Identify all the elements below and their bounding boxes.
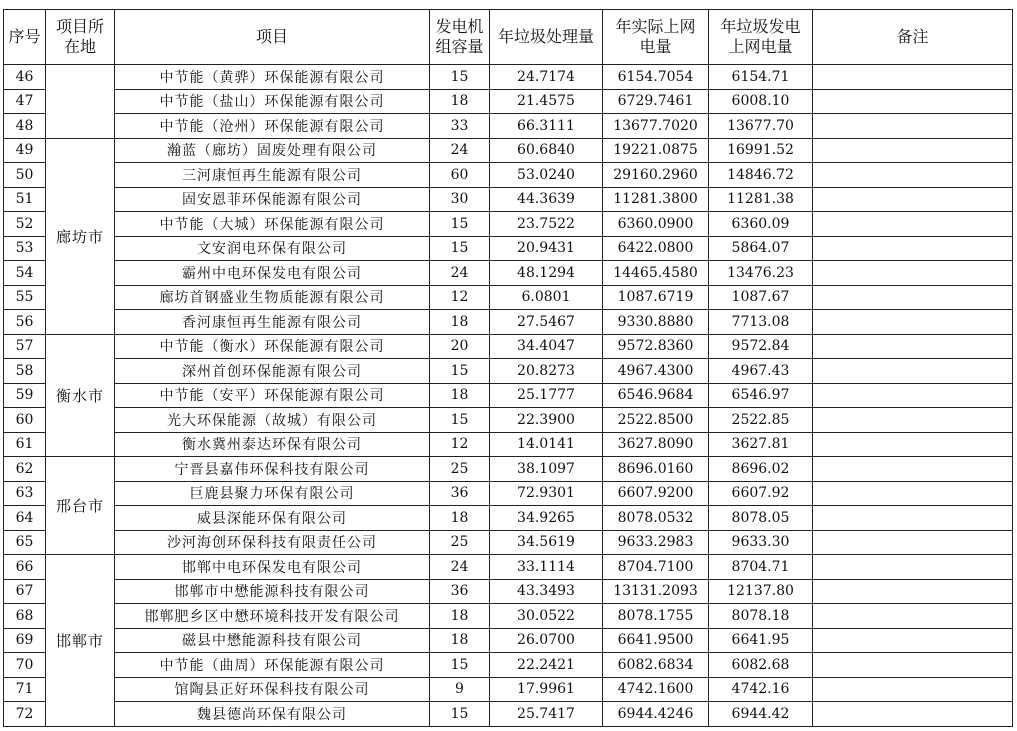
cell-actual-power: 13677.7020	[603, 114, 709, 139]
cell-garbage: 22.3900	[490, 408, 603, 433]
cell-garbage-power: 2522.85	[709, 408, 813, 433]
cell-capacity: 25	[430, 530, 490, 555]
cell-garbage-power: 16991.52	[709, 138, 813, 163]
table-row	[4, 163, 1013, 188]
cell-project-name: 巨鹿县聚力环保有限公司	[115, 481, 430, 506]
table-row	[4, 653, 1013, 678]
cell-capacity: 18	[430, 628, 490, 653]
cell-capacity: 18	[430, 310, 490, 335]
cell-seq: 70	[4, 653, 46, 678]
table-row	[4, 359, 1013, 384]
cell-actual-power: 19221.0875	[603, 138, 709, 163]
cell-garbage: 22.2421	[490, 653, 603, 678]
cell-seq: 71	[4, 677, 46, 702]
cell-garbage: 24.7174	[490, 65, 603, 90]
cell-garbage: 33.1114	[490, 555, 603, 580]
table-row	[4, 138, 1013, 163]
table-row	[4, 114, 1013, 139]
cell-project-name: 馆陶县正好环保科技有限公司	[115, 677, 430, 702]
cell-remarks	[813, 579, 1013, 604]
cell-seq: 69	[4, 628, 46, 653]
table-row	[4, 677, 1013, 702]
cell-garbage-power: 6607.92	[709, 481, 813, 506]
cell-project-name: 文安润电环保有限公司	[115, 236, 430, 261]
cell-project-name: 固安恩菲环保能源有限公司	[115, 187, 430, 212]
cell-remarks	[813, 408, 1013, 433]
cell-actual-power: 6607.9200	[603, 481, 709, 506]
cell-remarks	[813, 163, 1013, 188]
cell-garbage-power: 8696.02	[709, 457, 813, 482]
cell-seq: 60	[4, 408, 46, 433]
cell-seq: 52	[4, 212, 46, 237]
cell-remarks	[813, 702, 1013, 727]
cell-actual-power: 9572.8360	[603, 334, 709, 359]
cell-seq: 66	[4, 555, 46, 580]
cell-capacity: 60	[430, 163, 490, 188]
cell-project-name: 磁县中懋能源科技有限公司	[115, 628, 430, 653]
cell-garbage: 43.3493	[490, 579, 603, 604]
cell-project-name: 宁晋县嘉伟环保科技有限公司	[115, 457, 430, 482]
cell-seq: 47	[4, 89, 46, 114]
cell-garbage-power: 4742.16	[709, 677, 813, 702]
cell-capacity: 15	[430, 653, 490, 678]
header-garbage: 年垃圾处理量	[490, 10, 603, 65]
cell-garbage-power: 8078.18	[709, 604, 813, 629]
cell-project-name: 沙河海创环保科技有限责任公司	[115, 530, 430, 555]
cell-project-name: 廊坊首钢盛业生物质能源有限公司	[115, 285, 430, 310]
cell-capacity: 15	[430, 65, 490, 90]
cell-seq: 59	[4, 383, 46, 408]
cell-actual-power: 6729.7461	[603, 89, 709, 114]
cell-seq: 50	[4, 163, 46, 188]
cell-capacity: 12	[430, 432, 490, 457]
cell-project-name: 中节能（盐山）环保能源有限公司	[115, 89, 430, 114]
cell-garbage-power: 6082.68	[709, 653, 813, 678]
cell-garbage: 34.4047	[490, 334, 603, 359]
table-row	[4, 65, 1013, 90]
cell-seq: 64	[4, 506, 46, 531]
cell-garbage-power: 6546.97	[709, 383, 813, 408]
cell-actual-power: 8704.7100	[603, 555, 709, 580]
cell-project-name: 中节能（黄骅）环保能源有限公司	[115, 65, 430, 90]
cell-actual-power: 8078.0532	[603, 506, 709, 531]
cell-actual-power: 13131.2093	[603, 579, 709, 604]
cell-garbage: 25.1777	[490, 383, 603, 408]
cell-actual-power: 6944.4246	[603, 702, 709, 727]
cell-remarks	[813, 138, 1013, 163]
cell-actual-power: 8696.0160	[603, 457, 709, 482]
cell-seq: 65	[4, 530, 46, 555]
cell-project-name: 魏县德尚环保有限公司	[115, 702, 430, 727]
header-project: 项目	[115, 10, 430, 65]
table-row	[4, 604, 1013, 629]
cell-garbage-power: 6008.10	[709, 89, 813, 114]
cell-project-name: 深州首创环保能源有限公司	[115, 359, 430, 384]
cell-project-name: 香河康恒再生能源有限公司	[115, 310, 430, 335]
cell-actual-power: 8078.1755	[603, 604, 709, 629]
header-remarks: 备注	[813, 10, 1013, 65]
cell-seq: 72	[4, 702, 46, 727]
cell-seq: 48	[4, 114, 46, 139]
cell-location: 廊坊市	[46, 138, 115, 334]
cell-project-name: 中节能（安平）环保能源有限公司	[115, 383, 430, 408]
cell-remarks	[813, 506, 1013, 531]
cell-garbage: 53.0240	[490, 163, 603, 188]
cell-capacity: 15	[430, 408, 490, 433]
cell-remarks	[813, 604, 1013, 629]
cell-capacity: 36	[430, 481, 490, 506]
cell-capacity: 18	[430, 506, 490, 531]
cell-actual-power: 9633.2983	[603, 530, 709, 555]
cell-garbage: 14.0141	[490, 432, 603, 457]
cell-garbage: 66.3111	[490, 114, 603, 139]
cell-location: 邯郸市	[46, 555, 115, 727]
cell-remarks	[813, 236, 1013, 261]
cell-garbage: 21.4575	[490, 89, 603, 114]
cell-garbage: 38.1097	[490, 457, 603, 482]
table-row	[4, 236, 1013, 261]
cell-garbage-power: 12137.80	[709, 579, 813, 604]
cell-garbage-power: 6641.95	[709, 628, 813, 653]
header-location: 项目所 在地	[46, 10, 115, 65]
cell-seq: 57	[4, 334, 46, 359]
table-row	[4, 457, 1013, 482]
cell-remarks	[813, 89, 1013, 114]
cell-garbage: 23.7522	[490, 212, 603, 237]
cell-garbage: 20.8273	[490, 359, 603, 384]
header-seq: 序号	[4, 10, 46, 65]
cell-actual-power: 1087.6719	[603, 285, 709, 310]
header-actual-power: 年实际上网 电量	[603, 10, 709, 65]
table-row	[4, 628, 1013, 653]
cell-garbage-power: 6154.71	[709, 65, 813, 90]
cell-actual-power: 6546.9684	[603, 383, 709, 408]
cell-remarks	[813, 212, 1013, 237]
cell-project-name: 中节能（大城）环保能源有限公司	[115, 212, 430, 237]
table-row	[4, 432, 1013, 457]
cell-remarks	[813, 555, 1013, 580]
cell-actual-power: 2522.8500	[603, 408, 709, 433]
cell-actual-power: 6082.6834	[603, 653, 709, 678]
cell-garbage-power: 6360.09	[709, 212, 813, 237]
cell-remarks	[813, 628, 1013, 653]
table-row	[4, 187, 1013, 212]
cell-capacity: 12	[430, 285, 490, 310]
cell-garbage: 17.9961	[490, 677, 603, 702]
cell-capacity: 18	[430, 604, 490, 629]
cell-remarks	[813, 677, 1013, 702]
cell-seq: 54	[4, 261, 46, 286]
cell-project-name: 邯郸中电环保发电有限公司	[115, 555, 430, 580]
cell-capacity: 33	[430, 114, 490, 139]
cell-project-name: 瀚蓝（廊坊）固废处理有限公司	[115, 138, 430, 163]
table-row	[4, 408, 1013, 433]
cell-garbage-power: 8078.05	[709, 506, 813, 531]
table-row	[4, 702, 1013, 727]
cell-garbage: 72.9301	[490, 481, 603, 506]
cell-capacity: 18	[430, 89, 490, 114]
cell-remarks	[813, 187, 1013, 212]
cell-seq: 68	[4, 604, 46, 629]
cell-remarks	[813, 432, 1013, 457]
header-garbage-power: 年垃圾发电 上网电量	[709, 10, 813, 65]
cell-actual-power: 11281.3800	[603, 187, 709, 212]
cell-actual-power: 14465.4580	[603, 261, 709, 286]
table-row	[4, 334, 1013, 359]
table-row	[4, 530, 1013, 555]
cell-capacity: 15	[430, 236, 490, 261]
cell-remarks	[813, 65, 1013, 90]
table-row	[4, 579, 1013, 604]
cell-seq: 61	[4, 432, 46, 457]
cell-seq: 67	[4, 579, 46, 604]
cell-location	[46, 65, 115, 139]
cell-remarks	[813, 310, 1013, 335]
cell-project-name: 中节能（衡水）环保能源有限公司	[115, 334, 430, 359]
cell-project-name: 邯郸市中懋能源科技有限公司	[115, 579, 430, 604]
cell-capacity: 24	[430, 555, 490, 580]
table-row	[4, 506, 1013, 531]
cell-capacity: 36	[430, 579, 490, 604]
cell-project-name: 威县深能环保有限公司	[115, 506, 430, 531]
cell-seq: 56	[4, 310, 46, 335]
cell-capacity: 9	[430, 677, 490, 702]
cell-garbage-power: 9633.30	[709, 530, 813, 555]
cell-actual-power: 9330.8880	[603, 310, 709, 335]
cell-garbage-power: 5864.07	[709, 236, 813, 261]
table-row	[4, 212, 1013, 237]
cell-garbage-power: 7713.08	[709, 310, 813, 335]
cell-capacity: 30	[430, 187, 490, 212]
header-row	[4, 10, 1013, 65]
cell-garbage: 27.5467	[490, 310, 603, 335]
table-row	[4, 89, 1013, 114]
cell-project-name: 光大环保能源（故城）有限公司	[115, 408, 430, 433]
cell-actual-power: 29160.2960	[603, 163, 709, 188]
cell-remarks	[813, 481, 1013, 506]
cell-garbage-power: 8704.71	[709, 555, 813, 580]
cell-remarks	[813, 530, 1013, 555]
table-row	[4, 285, 1013, 310]
cell-capacity: 18	[430, 383, 490, 408]
table-row	[4, 383, 1013, 408]
cell-remarks	[813, 334, 1013, 359]
cell-remarks	[813, 359, 1013, 384]
cell-garbage-power: 9572.84	[709, 334, 813, 359]
cell-garbage: 26.0700	[490, 628, 603, 653]
power-plant-table	[3, 9, 1013, 727]
cell-seq: 55	[4, 285, 46, 310]
cell-location: 邢台市	[46, 457, 115, 555]
cell-garbage-power: 11281.38	[709, 187, 813, 212]
cell-actual-power: 4967.4300	[603, 359, 709, 384]
cell-capacity: 24	[430, 261, 490, 286]
cell-capacity: 15	[430, 359, 490, 384]
cell-garbage-power: 13677.70	[709, 114, 813, 139]
cell-project-name: 衡水冀州泰达环保有限公司	[115, 432, 430, 457]
cell-project-name: 霸州中电环保发电有限公司	[115, 261, 430, 286]
table-row	[4, 555, 1013, 580]
cell-garbage-power: 13476.23	[709, 261, 813, 286]
cell-seq: 49	[4, 138, 46, 163]
cell-garbage-power: 6944.42	[709, 702, 813, 727]
cell-remarks	[813, 653, 1013, 678]
cell-seq: 62	[4, 457, 46, 482]
cell-garbage-power: 14846.72	[709, 163, 813, 188]
cell-remarks	[813, 383, 1013, 408]
cell-garbage: 6.0801	[490, 285, 603, 310]
cell-remarks	[813, 261, 1013, 286]
table-row	[4, 261, 1013, 286]
cell-remarks	[813, 114, 1013, 139]
cell-seq: 58	[4, 359, 46, 384]
cell-garbage: 20.9431	[490, 236, 603, 261]
cell-garbage-power: 1087.67	[709, 285, 813, 310]
cell-garbage: 44.3639	[490, 187, 603, 212]
cell-garbage: 30.0522	[490, 604, 603, 629]
cell-seq: 53	[4, 236, 46, 261]
cell-capacity: 25	[430, 457, 490, 482]
cell-seq: 63	[4, 481, 46, 506]
header-capacity: 发电机 组容量	[430, 10, 490, 65]
cell-actual-power: 3627.8090	[603, 432, 709, 457]
cell-actual-power: 6154.7054	[603, 65, 709, 90]
cell-project-name: 邯郸肥乡区中懋环境科技开发有限公司	[115, 604, 430, 629]
cell-actual-power: 6360.0900	[603, 212, 709, 237]
cell-garbage: 48.1294	[490, 261, 603, 286]
table-row	[4, 310, 1013, 335]
cell-actual-power: 6641.9500	[603, 628, 709, 653]
cell-remarks	[813, 457, 1013, 482]
cell-seq: 46	[4, 65, 46, 90]
table-row	[4, 481, 1013, 506]
table-body	[4, 65, 1013, 727]
cell-garbage: 34.5619	[490, 530, 603, 555]
cell-capacity: 20	[430, 334, 490, 359]
cell-project-name: 中节能（曲周）环保能源有限公司	[115, 653, 430, 678]
cell-project-name: 三河康恒再生能源有限公司	[115, 163, 430, 188]
cell-seq: 51	[4, 187, 46, 212]
cell-capacity: 24	[430, 138, 490, 163]
cell-actual-power: 6422.0800	[603, 236, 709, 261]
cell-capacity: 15	[430, 212, 490, 237]
cell-garbage: 25.7417	[490, 702, 603, 727]
cell-capacity: 15	[430, 702, 490, 727]
cell-project-name: 中节能（沧州）环保能源有限公司	[115, 114, 430, 139]
cell-garbage: 60.6840	[490, 138, 603, 163]
cell-garbage-power: 3627.81	[709, 432, 813, 457]
cell-garbage: 34.9265	[490, 506, 603, 531]
cell-remarks	[813, 285, 1013, 310]
cell-location: 衡水市	[46, 334, 115, 457]
cell-garbage-power: 4967.43	[709, 359, 813, 384]
cell-actual-power: 4742.1600	[603, 677, 709, 702]
